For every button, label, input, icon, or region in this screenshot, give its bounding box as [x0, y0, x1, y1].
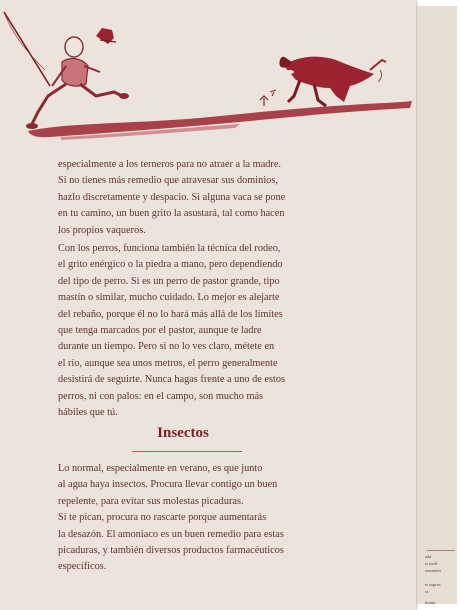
- next-page-edge: [416, 6, 457, 604]
- text-line: hábiles que tú.: [58, 407, 118, 419]
- text-line: al agua haya insectos. Procura llevar contigo un buen: [58, 479, 278, 491]
- text-line: especialmente a los terneros para no atraer a la madre.: [58, 159, 281, 170]
- text-line: los propios vaqueros.: [58, 224, 146, 236]
- text-line: que tenga marcados por el pastor, aunque te ladre: [58, 325, 262, 337]
- text-line: mastín o similar, mucho cuidado. Lo mejor es alejarte: [58, 292, 280, 304]
- text-line: Si no tienes más remedio que atravesar sus dominios,: [58, 175, 278, 187]
- text-line: la desazón. El amoniaco es un buen remedio para estas: [58, 528, 284, 540]
- paragraph-cattle: [58, 157, 308, 239]
- text-line: específicos.: [58, 561, 107, 573]
- heading-underline: [132, 451, 242, 452]
- ground-sprout-icon: [260, 90, 276, 106]
- ground-wash: [28, 101, 412, 137]
- next-page-fragment: ada: [425, 554, 432, 559]
- text-line: Si te pican, procura no rascarte porque aumentarás: [58, 512, 267, 524]
- text-line: durante un tiempo. Pero si no lo ves claro, métete en: [58, 341, 275, 353]
- flying-hat-icon: [96, 28, 116, 44]
- fishing-rod: [4, 12, 50, 86]
- text-line: del rebaño, porque él no lo hará más allá de los límites: [58, 308, 283, 320]
- text-line: hazlo discretamente y despacio. Si alguna vaca se pone: [58, 191, 286, 203]
- text-line: desistirá de seguirte. Nunca hagas frente a uno de estos: [58, 374, 286, 386]
- text-line: el río, aunque sea unos metros, el perro generalmente: [58, 357, 278, 369]
- next-page-fragment: ts tood: [425, 561, 438, 566]
- text-line: Con los perros, funciona también la técnica del rodeo,: [58, 243, 281, 254]
- text-line: el grito enérgico o la piedra a mano, pero dependiendo: [58, 259, 283, 271]
- text-line: perros, ni con palos: en el campo, son mucho más: [58, 390, 264, 402]
- text-line: repelente, para evitar sus molestas picaduras.: [58, 495, 244, 507]
- header-illustration: [0, 0, 416, 150]
- next-page-fragment: homir: [425, 600, 436, 605]
- paragraph-insects: [58, 461, 308, 576]
- section-heading: Insectos: [157, 425, 209, 441]
- text-line: del tipo de perro. Si es un perro de pastor grande, tipo: [58, 275, 280, 287]
- running-boy-figure: [26, 37, 129, 129]
- next-page-fragment: ressenter: [425, 568, 441, 573]
- next-page-rule: [427, 550, 455, 551]
- text-line: picaduras, y también diversos productos farmacéuticos: [58, 545, 284, 557]
- text-line: Lo normal, especialmente en verano, es que junto: [58, 463, 263, 474]
- paragraph-dogs: [58, 241, 308, 421]
- text-line: en tu camino, un buen grito la asustará, tal como hacen: [58, 208, 285, 220]
- next-page-fragment: ra: [425, 589, 429, 594]
- running-dog-figure: [279, 57, 386, 106]
- next-page-fragment: ts ospres: [425, 582, 441, 587]
